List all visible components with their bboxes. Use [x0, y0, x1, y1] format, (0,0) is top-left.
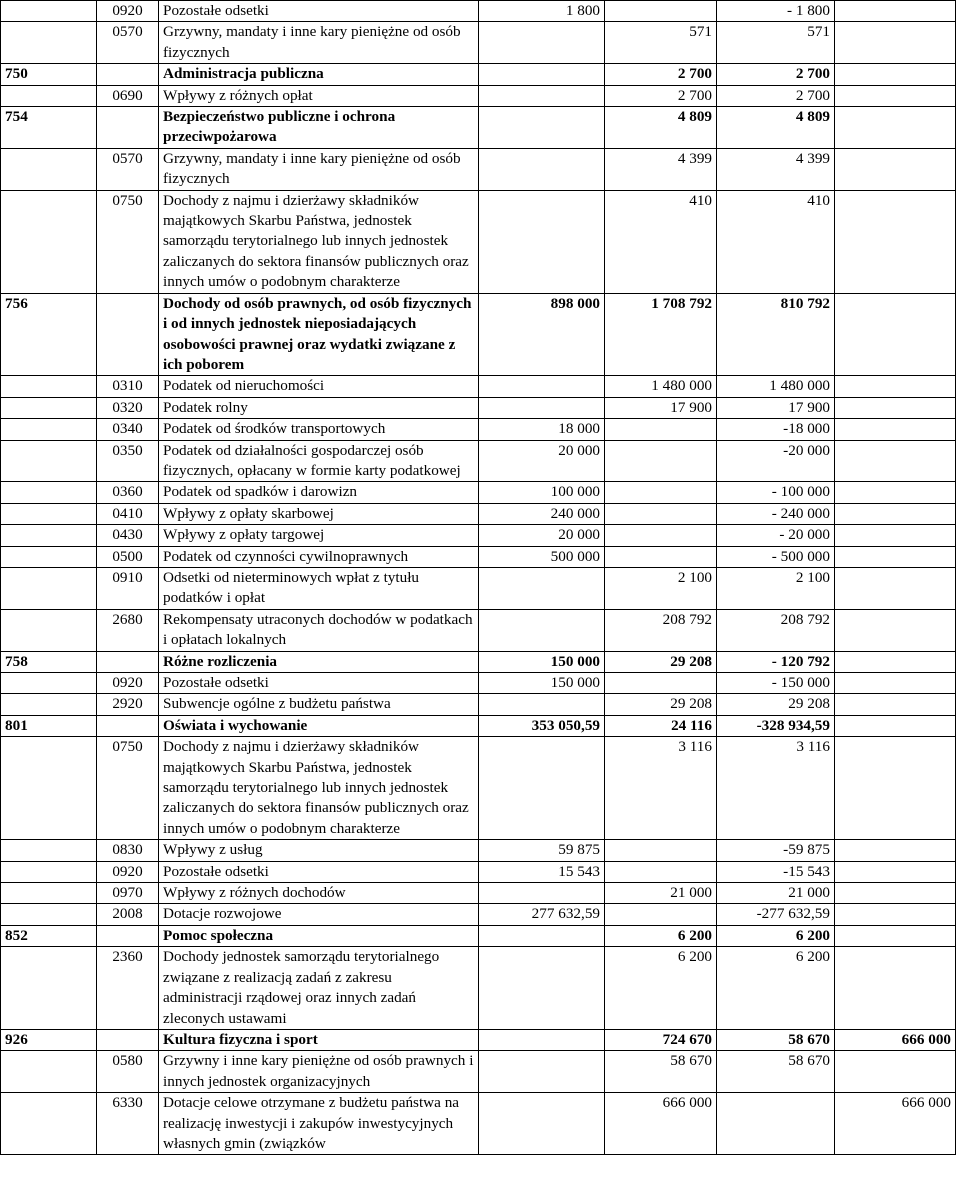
- amount-extra: [835, 609, 956, 651]
- item-name: Pozostałe odsetki: [159, 861, 479, 882]
- amount-increase: [605, 1, 717, 22]
- amount-extra: [835, 567, 956, 609]
- item-name: Dochody jednostek samorządu terytorialnego związane z realizacją zadań z zakresu administracji rządowej oraz innych zadań zleconych ustawami: [159, 947, 479, 1030]
- item-name: Wpływy z różnych opłat: [159, 85, 479, 106]
- item-name: Podatek od nieruchomości: [159, 376, 479, 397]
- paragraf-code: [97, 293, 159, 376]
- paragraf-code: [97, 651, 159, 672]
- amount-decrease: [479, 567, 605, 609]
- paragraf-code: 0500: [97, 546, 159, 567]
- table-row: [1, 1093, 956, 1155]
- table-row: [1, 503, 956, 524]
- amount-extra: [835, 1, 956, 22]
- amount-extra: [835, 694, 956, 715]
- item-name: Podatek od działalności gospodarczej osób fizycznych, opłacany w formie karty podatkowej: [159, 440, 479, 482]
- amount-increase: [605, 525, 717, 546]
- dzial-code: [1, 376, 97, 397]
- item-name: Dotacje rozwojowe: [159, 904, 479, 925]
- amount-decrease: 277 632,59: [479, 904, 605, 925]
- section-row: [1, 925, 956, 946]
- dzial-code: 754: [1, 107, 97, 149]
- amount-decrease: 59 875: [479, 840, 605, 861]
- dzial-code: 801: [1, 715, 97, 736]
- item-name: Wpływy z opłaty skarbowej: [159, 503, 479, 524]
- amount-change: 58 670: [717, 1029, 835, 1050]
- amount-change: -328 934,59: [717, 715, 835, 736]
- table-row: [1, 525, 956, 546]
- amount-decrease: 150 000: [479, 651, 605, 672]
- amount-increase: [605, 546, 717, 567]
- budget-table-body: [1, 1, 956, 1155]
- table-row: [1, 419, 956, 440]
- amount-increase: [605, 482, 717, 503]
- item-name: Grzywny i inne kary pieniężne od osób prawnych i innych jednostek organizacyjnych: [159, 1051, 479, 1093]
- amount-change: 571: [717, 22, 835, 64]
- amount-increase: 2 700: [605, 64, 717, 85]
- amount-decrease: [479, 1029, 605, 1050]
- paragraf-code: 0920: [97, 673, 159, 694]
- amount-decrease: 353 050,59: [479, 715, 605, 736]
- item-name: Grzywny, mandaty i inne kary pieniężne od osób fizycznych: [159, 148, 479, 190]
- amount-extra: [835, 376, 956, 397]
- item-name: Różne rozliczenia: [159, 651, 479, 672]
- dzial-code: [1, 694, 97, 715]
- amount-change: 2 100: [717, 567, 835, 609]
- amount-decrease: 1 800: [479, 1, 605, 22]
- dzial-code: [1, 840, 97, 861]
- amount-extra: [835, 546, 956, 567]
- item-name: Podatek od spadków i darowizn: [159, 482, 479, 503]
- table-row: [1, 546, 956, 567]
- amount-decrease: 100 000: [479, 482, 605, 503]
- amount-extra: [835, 148, 956, 190]
- amount-change: -277 632,59: [717, 904, 835, 925]
- dzial-code: [1, 1051, 97, 1093]
- amount-increase: [605, 440, 717, 482]
- dzial-code: [1, 190, 97, 293]
- amount-increase: [605, 840, 717, 861]
- table-row: [1, 947, 956, 1030]
- amount-decrease: [479, 85, 605, 106]
- table-row: [1, 1051, 956, 1093]
- amount-increase: 4 399: [605, 148, 717, 190]
- table-row: [1, 440, 956, 482]
- section-row: [1, 293, 956, 376]
- paragraf-code: 0360: [97, 482, 159, 503]
- amount-increase: 666 000: [605, 1093, 717, 1155]
- paragraf-code: 0320: [97, 397, 159, 418]
- amount-extra: [835, 190, 956, 293]
- dzial-code: 852: [1, 925, 97, 946]
- amount-change: 4 399: [717, 148, 835, 190]
- item-name: Kultura fizyczna i sport: [159, 1029, 479, 1050]
- item-name: Wpływy z opłaty targowej: [159, 525, 479, 546]
- amount-change: - 500 000: [717, 546, 835, 567]
- amount-increase: 6 200: [605, 925, 717, 946]
- amount-increase: 1 708 792: [605, 293, 717, 376]
- item-name: Odsetki od nieterminowych wpłat z tytułu podatków i opłat: [159, 567, 479, 609]
- amount-increase: 1 480 000: [605, 376, 717, 397]
- dzial-code: [1, 85, 97, 106]
- dzial-code: [1, 737, 97, 840]
- paragraf-code: 6330: [97, 1093, 159, 1155]
- table-row: [1, 376, 956, 397]
- amount-change: 17 900: [717, 397, 835, 418]
- dzial-code: [1, 609, 97, 651]
- amount-decrease: [479, 397, 605, 418]
- paragraf-code: 0970: [97, 883, 159, 904]
- amount-decrease: 15 543: [479, 861, 605, 882]
- amount-decrease: [479, 947, 605, 1030]
- table-row: [1, 22, 956, 64]
- section-row: [1, 651, 956, 672]
- amount-decrease: 500 000: [479, 546, 605, 567]
- amount-extra: [835, 840, 956, 861]
- amount-decrease: [479, 694, 605, 715]
- amount-increase: [605, 419, 717, 440]
- dzial-code: [1, 419, 97, 440]
- paragraf-code: 0750: [97, 190, 159, 293]
- item-name: Subwencje ogólne z budżetu państwa: [159, 694, 479, 715]
- amount-decrease: 20 000: [479, 525, 605, 546]
- item-name: Rekompensaty utraconych dochodów w podatkach i opłatach lokalnych: [159, 609, 479, 651]
- paragraf-code: 0310: [97, 376, 159, 397]
- item-name: Podatek od środków transportowych: [159, 419, 479, 440]
- paragraf-code: [97, 107, 159, 149]
- amount-increase: 2 700: [605, 85, 717, 106]
- amount-extra: [835, 107, 956, 149]
- paragraf-code: 0750: [97, 737, 159, 840]
- amount-change: 6 200: [717, 925, 835, 946]
- amount-change: - 120 792: [717, 651, 835, 672]
- amount-extra: [835, 419, 956, 440]
- amount-extra: [835, 673, 956, 694]
- table-row: [1, 567, 956, 609]
- dzial-code: [1, 673, 97, 694]
- amount-extra: 666 000: [835, 1093, 956, 1155]
- amount-extra: [835, 1051, 956, 1093]
- paragraf-code: 0570: [97, 22, 159, 64]
- amount-extra: [835, 525, 956, 546]
- dzial-code: [1, 567, 97, 609]
- amount-increase: 2 100: [605, 567, 717, 609]
- table-row: [1, 482, 956, 503]
- amount-extra: [835, 503, 956, 524]
- amount-change: - 20 000: [717, 525, 835, 546]
- amount-extra: [835, 715, 956, 736]
- paragraf-code: 0350: [97, 440, 159, 482]
- item-name: Dochody z najmu i dzierżawy składników majątkowych Skarbu Państwa, jednostek samorządu terytorialnego lub innych jednostek zaliczanych do sektora finansów publicznych oraz innych umów o podobnym charakterze: [159, 737, 479, 840]
- amount-change: -20 000: [717, 440, 835, 482]
- paragraf-code: 0920: [97, 861, 159, 882]
- amount-decrease: 18 000: [479, 419, 605, 440]
- amount-change: -18 000: [717, 419, 835, 440]
- amount-extra: [835, 883, 956, 904]
- dzial-code: 926: [1, 1029, 97, 1050]
- item-name: Oświata i wychowanie: [159, 715, 479, 736]
- dzial-code: [1, 482, 97, 503]
- amount-decrease: 150 000: [479, 673, 605, 694]
- amount-increase: 24 116: [605, 715, 717, 736]
- amount-decrease: [479, 883, 605, 904]
- amount-decrease: 240 000: [479, 503, 605, 524]
- paragraf-code: 0920: [97, 1, 159, 22]
- table-row: [1, 148, 956, 190]
- dzial-code: [1, 503, 97, 524]
- amount-increase: [605, 673, 717, 694]
- amount-extra: [835, 651, 956, 672]
- paragraf-code: [97, 64, 159, 85]
- paragraf-code: 0410: [97, 503, 159, 524]
- table-row: [1, 673, 956, 694]
- paragraf-code: 0340: [97, 419, 159, 440]
- amount-increase: 17 900: [605, 397, 717, 418]
- amount-change: 2 700: [717, 85, 835, 106]
- paragraf-code: [97, 925, 159, 946]
- amount-extra: [835, 64, 956, 85]
- amount-decrease: [479, 925, 605, 946]
- amount-increase: 6 200: [605, 947, 717, 1030]
- amount-increase: [605, 861, 717, 882]
- table-row: [1, 840, 956, 861]
- table-row: [1, 694, 956, 715]
- item-name: Dochody z najmu i dzierżawy składników majątkowych Skarbu Państwa, jednostek samorządu terytorialnego lub innych jednostek zaliczanych do sektora finansów publicznych oraz innych umów o podobnym charakterze: [159, 190, 479, 293]
- item-name: Wpływy z różnych dochodów: [159, 883, 479, 904]
- dzial-code: [1, 1, 97, 22]
- amount-change: - 240 000: [717, 503, 835, 524]
- amount-increase: 571: [605, 22, 717, 64]
- table-row: [1, 904, 956, 925]
- amount-change: 1 480 000: [717, 376, 835, 397]
- amount-change: 410: [717, 190, 835, 293]
- paragraf-code: 0690: [97, 85, 159, 106]
- dzial-code: [1, 546, 97, 567]
- paragraf-code: 2360: [97, 947, 159, 1030]
- dzial-code: [1, 22, 97, 64]
- dzial-code: [1, 525, 97, 546]
- amount-extra: [835, 861, 956, 882]
- paragraf-code: 0910: [97, 567, 159, 609]
- amount-increase: [605, 503, 717, 524]
- dzial-code: [1, 397, 97, 418]
- amount-extra: [835, 85, 956, 106]
- amount-decrease: 898 000: [479, 293, 605, 376]
- amount-decrease: [479, 190, 605, 293]
- amount-increase: 724 670: [605, 1029, 717, 1050]
- item-name: Dochody od osób prawnych, od osób fizycznych i od innych jednostek nieposiadających osobowości prawnej oraz wydatki związane z ich poborem: [159, 293, 479, 376]
- amount-change: [717, 1093, 835, 1155]
- table-row: [1, 190, 956, 293]
- amount-extra: [835, 293, 956, 376]
- dzial-code: 750: [1, 64, 97, 85]
- amount-increase: 58 670: [605, 1051, 717, 1093]
- item-name: Pozostałe odsetki: [159, 1, 479, 22]
- table-row: [1, 85, 956, 106]
- item-name: Pomoc społeczna: [159, 925, 479, 946]
- amount-extra: [835, 397, 956, 418]
- amount-change: 58 670: [717, 1051, 835, 1093]
- amount-change: -15 543: [717, 861, 835, 882]
- item-name: Dotacje celowe otrzymane z budżetu państwa na realizację inwestycji i zakupów inwestycyjnych własnych gmin (związków: [159, 1093, 479, 1155]
- paragraf-code: 0430: [97, 525, 159, 546]
- amount-increase: 3 116: [605, 737, 717, 840]
- paragraf-code: 2920: [97, 694, 159, 715]
- amount-change: 810 792: [717, 293, 835, 376]
- dzial-code: [1, 883, 97, 904]
- amount-extra: [835, 440, 956, 482]
- table-row: [1, 861, 956, 882]
- amount-extra: [835, 482, 956, 503]
- amount-change: 208 792: [717, 609, 835, 651]
- amount-extra: [835, 925, 956, 946]
- item-name: Grzywny, mandaty i inne kary pieniężne od osób fizycznych: [159, 22, 479, 64]
- amount-change: 3 116: [717, 737, 835, 840]
- amount-change: 2 700: [717, 64, 835, 85]
- amount-decrease: [479, 376, 605, 397]
- dzial-code: [1, 148, 97, 190]
- amount-increase: 410: [605, 190, 717, 293]
- amount-decrease: [479, 64, 605, 85]
- amount-increase: 29 208: [605, 651, 717, 672]
- amount-extra: [835, 947, 956, 1030]
- table-row: [1, 883, 956, 904]
- amount-change: - 1 800: [717, 1, 835, 22]
- paragraf-code: 0830: [97, 840, 159, 861]
- amount-decrease: [479, 148, 605, 190]
- item-name: Administracja publiczna: [159, 64, 479, 85]
- amount-extra: 666 000: [835, 1029, 956, 1050]
- table-row: [1, 1, 956, 22]
- dzial-code: 758: [1, 651, 97, 672]
- amount-decrease: 20 000: [479, 440, 605, 482]
- dzial-code: [1, 947, 97, 1030]
- amount-increase: 29 208: [605, 694, 717, 715]
- section-row: [1, 1029, 956, 1050]
- amount-change: -59 875: [717, 840, 835, 861]
- table-row: [1, 397, 956, 418]
- amount-change: 6 200: [717, 947, 835, 1030]
- amount-decrease: [479, 609, 605, 651]
- amount-decrease: [479, 22, 605, 64]
- dzial-code: [1, 904, 97, 925]
- amount-change: - 150 000: [717, 673, 835, 694]
- item-name: Wpływy z usług: [159, 840, 479, 861]
- section-row: [1, 64, 956, 85]
- item-name: Pozostałe odsetki: [159, 673, 479, 694]
- paragraf-code: 2680: [97, 609, 159, 651]
- dzial-code: [1, 440, 97, 482]
- paragraf-code: 0580: [97, 1051, 159, 1093]
- amount-change: 29 208: [717, 694, 835, 715]
- item-name: Bezpieczeństwo publiczne i ochrona przeciwpożarowa: [159, 107, 479, 149]
- section-row: [1, 715, 956, 736]
- amount-extra: [835, 904, 956, 925]
- dzial-code: [1, 1093, 97, 1155]
- section-row: [1, 107, 956, 149]
- amount-decrease: [479, 1093, 605, 1155]
- amount-increase: 208 792: [605, 609, 717, 651]
- item-name: Podatek rolny: [159, 397, 479, 418]
- amount-extra: [835, 22, 956, 64]
- amount-decrease: [479, 107, 605, 149]
- amount-increase: 21 000: [605, 883, 717, 904]
- dzial-code: [1, 861, 97, 882]
- table-row: [1, 737, 956, 840]
- amount-change: 21 000: [717, 883, 835, 904]
- item-name: Podatek od czynności cywilnoprawnych: [159, 546, 479, 567]
- paragraf-code: 0570: [97, 148, 159, 190]
- paragraf-code: 2008: [97, 904, 159, 925]
- amount-decrease: [479, 1051, 605, 1093]
- paragraf-code: [97, 715, 159, 736]
- amount-decrease: [479, 737, 605, 840]
- amount-increase: 4 809: [605, 107, 717, 149]
- amount-change: - 100 000: [717, 482, 835, 503]
- paragraf-code: [97, 1029, 159, 1050]
- amount-change: 4 809: [717, 107, 835, 149]
- amount-extra: [835, 737, 956, 840]
- dzial-code: 756: [1, 293, 97, 376]
- amount-increase: [605, 904, 717, 925]
- table-row: [1, 609, 956, 651]
